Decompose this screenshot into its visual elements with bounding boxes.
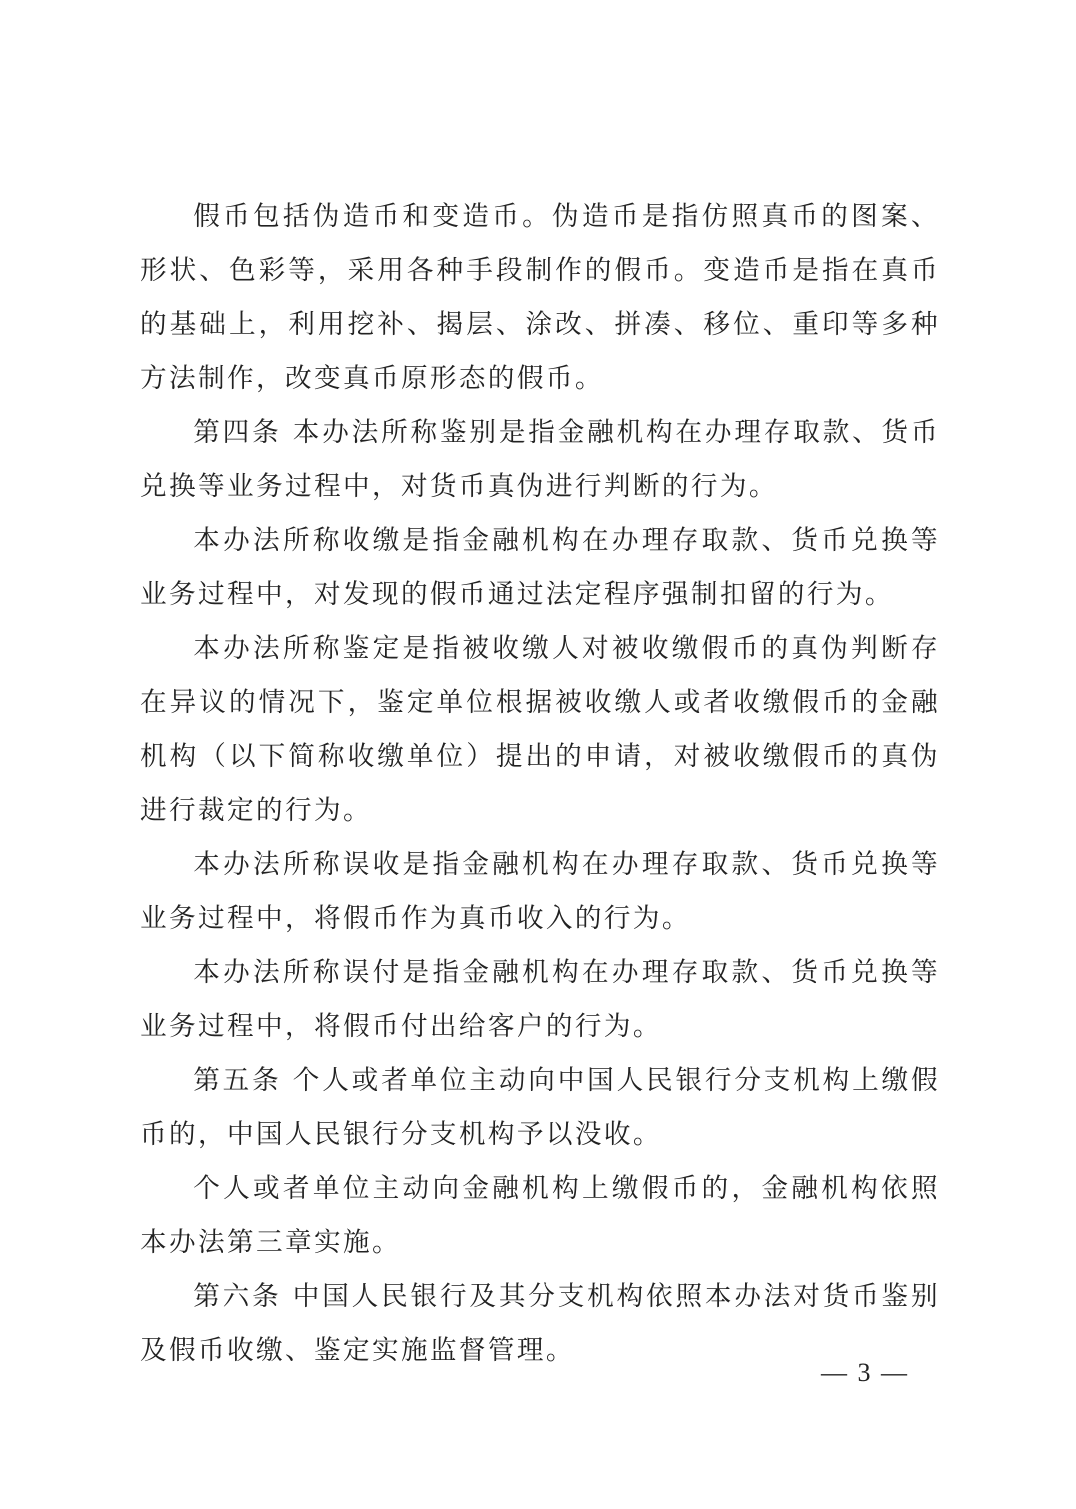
paragraph-article-4: 第四条 本办法所称鉴别是指金融机构在办理存取款、货币兑换等业务过程中，对货币真伪进行判断的行为。 <box>140 417 940 502</box>
paragraph-appraisal-definition: 本办法所称鉴定是指被收缴人对被收缴假币的真伪判断存在异议的情况下，鉴定单位根据被收缴人或者收缴假币的金融机构（以下简称收缴单位）提出的申请，对被收缴假币的真伪进行裁定的行为。 <box>140 633 940 826</box>
paragraph-article-5-financial-institutions: 个人或者单位主动向金融机构上缴假币的，金融机构依照本办法第三章实施。 <box>140 1173 940 1258</box>
paragraph-article-5: 第五条 个人或者单位主动向中国人民银行分支机构上缴假币的，中国人民银行分支机构予以没收。 <box>140 1065 940 1150</box>
paragraph-mistaken-payment-definition: 本办法所称误付是指金融机构在办理存取款、货币兑换等业务过程中，将假币付出给客户的行为。 <box>140 957 940 1042</box>
paragraph-counterfeit-definition: 假币包括伪造币和变造币。伪造币是指仿照真币的图案、形状、色彩等，采用各种手段制作的假币。变造币是指在真币的基础上，利用挖补、揭层、涂改、拼凑、移位、重印等多种方法制作，改变真币原形态的假币。 <box>140 201 940 394</box>
document-body <box>140 190 940 1378</box>
paragraph-mistaken-receipt-definition: 本办法所称误收是指金融机构在办理存取款、货币兑换等业务过程中，将假币作为真币收入的行为。 <box>140 849 940 934</box>
page-number: — 3 — <box>821 1358 909 1387</box>
paragraph-confiscation-definition: 本办法所称收缴是指金融机构在办理存取款、货币兑换等业务过程中，对发现的假币通过法定程序强制扣留的行为。 <box>140 525 940 610</box>
paragraph-article-6: 第六条 中国人民银行及其分支机构依照本办法对货币鉴别及假币收缴、鉴定实施监督管理。 <box>140 1281 940 1366</box>
